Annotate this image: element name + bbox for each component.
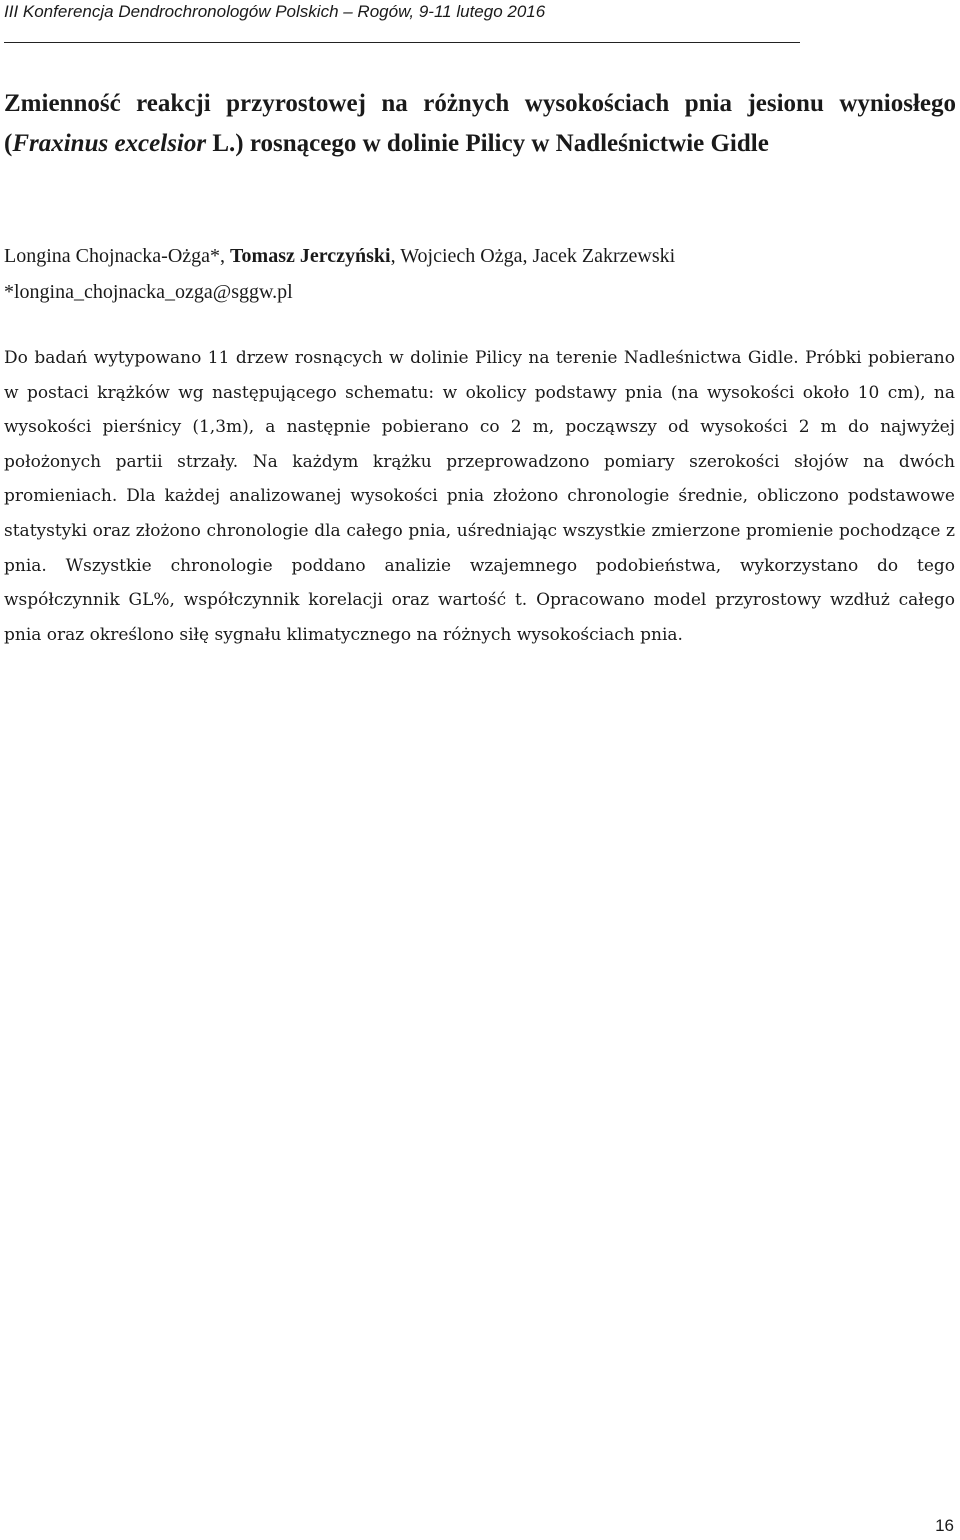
author-separator: , [390, 245, 401, 267]
title-text-part1: Zmienność reakcji przyrostowej na różnych wysokościach pnia jesionu wyniosłego ( [4, 90, 956, 157]
author-separator: , [522, 245, 533, 267]
article-title [4, 84, 956, 164]
author-separator: , [220, 245, 231, 267]
running-header: III Konferencja Dendrochronologów Polskich – Rogów, 9-11 lutego 2016 [4, 2, 546, 21]
author-name: Longina Chojnacka-Ożga* [4, 245, 221, 267]
corresponding-email: *longina_chojnacka_ozga@sggw.pl [4, 281, 293, 303]
page-number: 16 [935, 1516, 954, 1535]
title-latin-name: Fraxinus excelsior [12, 130, 207, 157]
abstract-paragraph: Do badań wytypowano 11 drzew rosnących w dolinie Pilicy na terenie Nadleśnictwa Gidle. Próbki pobierano w postaci krążków wg następującego schematu: w okolicy podstawy pnia (na wysokości około 10 cm), na wysokości pierśnicy (1,3m), a następnie pobierano co 2 m, począwszy od wysokości 2 m do najwyżej położonych partii strzały. Na każdym krążku przeprowadzono pomiary szerokości słojów na dwóch promieniach. Dla każdej analizowanej wysokości pnia złożono chronologie średnie, obliczono podstawowe statystyki oraz złożono chronologie dla całego pnia, uśredniając wszystkie zmierzone promienie pochodzące z pnia. Wszystkie chronologie poddano analizie wzajemnego podobieństwa, wykorzystano do tego współczynnik GL%, współczynnik korelacji oraz wartość t. Opracowano model przyrostowy wzdłuż całego pnia oraz określono siłę sygnału klimatycznego na różnych wysokościach pnia. [4, 348, 955, 645]
author-list [4, 240, 956, 272]
title-text-part2: L.) rosnącego w dolinie Pilicy w Nadleśnictwie Gidle [206, 130, 769, 157]
author-name: Wojciech Ożga [400, 245, 523, 267]
header-rule [4, 42, 800, 43]
author-name: Jacek Zakrzewski [532, 245, 676, 267]
author-name-presenting: Tomasz Jerczyński [230, 245, 391, 267]
